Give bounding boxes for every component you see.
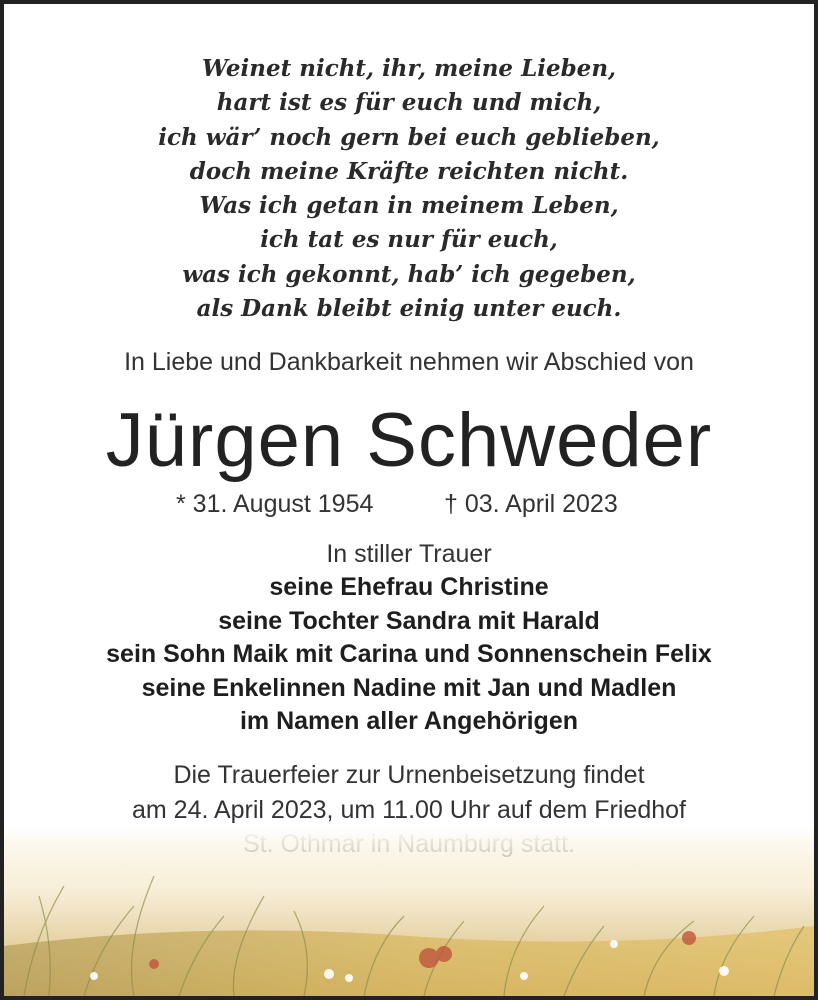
poem-line: hart ist es für euch und mich, bbox=[216, 89, 602, 117]
family-member: im Namen aller Angehörigen bbox=[239, 707, 579, 736]
family-member: seine Ehefrau Christine bbox=[269, 573, 549, 601]
family-member: seine Enkelinnen Nadine mit Jan und Madlen bbox=[141, 673, 677, 702]
death-date: † 03. April 2023 bbox=[444, 490, 618, 518]
poem-line: als Dank bleibt einig unter euch. bbox=[196, 295, 622, 323]
life-dates bbox=[4, 486, 814, 522]
birth-date: * 31. August 1954 bbox=[176, 490, 374, 518]
ceremony-line: Die Trauerfeier zur Urnenbeisetzung findet bbox=[173, 761, 645, 789]
poem-line: Weinet nicht, ihr, meine Lieben, bbox=[201, 55, 617, 82]
poem-line: Was ich getan in meinem Leben, bbox=[199, 192, 619, 220]
poem bbox=[4, 52, 814, 326]
farewell-intro: In Liebe und Dankbarkeit nehmen wir Abschied von bbox=[124, 348, 694, 376]
family-member: seine Tochter Sandra mit Harald bbox=[218, 606, 600, 635]
meadow-image bbox=[4, 826, 814, 996]
poem-line: was ich gekonnt, hab’ ich gegeben, bbox=[182, 260, 636, 288]
deceased-name: Jürgen Schweder bbox=[105, 398, 713, 483]
poem-line: ich tat es nur für euch, bbox=[260, 226, 558, 254]
poem-line: doch meine Kräfte reichten nicht. bbox=[189, 157, 629, 185]
poem-line: ich wär’ noch gern bei euch geblieben, bbox=[158, 123, 660, 151]
meadow-illustration bbox=[4, 826, 814, 996]
mourning-label: In stiller Trauer bbox=[326, 540, 492, 568]
family-member: sein Sohn Maik mit Carina und Sonnenschein Felix bbox=[106, 640, 712, 669]
family-list bbox=[4, 571, 814, 739]
ceremony-line: am 24. April 2023, um 11.00 Uhr auf dem Friedhof bbox=[131, 795, 686, 824]
